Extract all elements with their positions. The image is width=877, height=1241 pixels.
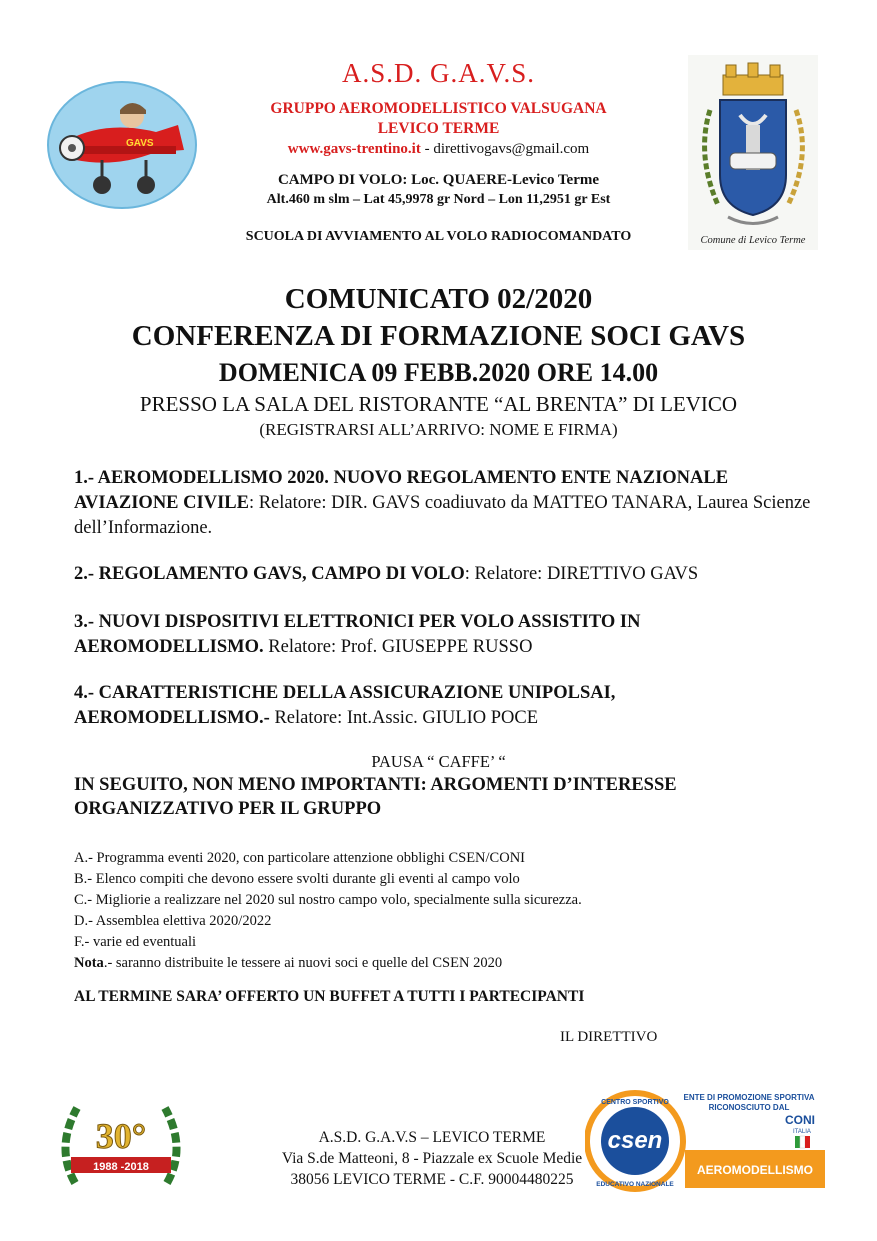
- campo-volo: CAMPO DI VOLO: Loc. QUAERE-Levico Terme: [277, 172, 600, 188]
- coat-of-arms-icon: [688, 55, 818, 250]
- agenda-item-1: [74, 466, 814, 541]
- venue-line: PRESSO LA SALA DEL RISTORANTE “AL BRENTA” DI LEVICO: [139, 392, 738, 416]
- buffet-note: AL TERMINE SARA’ OFFERTO UN BUFFET A TUTTI I PARTECIPANTI: [74, 988, 585, 1005]
- agenda-item-heading: 4.- CARATTERISTICHE DELLA ASSICURAZIONE UNIPOLSAI, AEROMODELLISMO.-: [74, 683, 616, 728]
- list-item: D.- Assemblea elettiva 2020/2022: [74, 913, 272, 929]
- email-link[interactable]: direttivogavs@gmail.com: [433, 141, 590, 157]
- agenda-item-text: Relatore: Int.Assic. GIULIO POCE: [269, 708, 539, 728]
- csen-coni-logo: [585, 1088, 827, 1194]
- csen-text: csen: [607, 1127, 663, 1154]
- agenda-item-4: [74, 681, 814, 731]
- italia-text: ITALIA: [793, 1129, 811, 1135]
- agenda-item-heading: 1.- AEROMODELLISMO 2020. NUOVO REGOLAMENTO ENTE NAZIONALE AVIAZIONE CIVILE: [74, 468, 729, 513]
- ente-line1: ENTE DI PROMOZIONE SPORTIVA: [683, 1093, 815, 1102]
- csen-ring-bottom: EDUCATIVO NAZIONALE: [596, 1181, 674, 1188]
- agenda-item-2: [74, 562, 814, 587]
- org-name-line2: LEVICO TERME: [377, 120, 500, 137]
- agenda-item-text: : Relatore: DIR. GAVS coadiuvato da MATTEO TANARA, Laurea Scienze dell’Informazione.: [74, 493, 811, 538]
- footer-line: Via S.de Matteoni, 8 - Piazzale ex Scuole Medie: [281, 1150, 583, 1167]
- coat-caption: Comune di Levico Terme: [700, 235, 806, 246]
- scuola-line: SCUOLA DI AVVIAMENTO AL VOLO RADIOCOMANDATO: [245, 229, 632, 244]
- list-item: F.- varie ed eventuali: [74, 934, 197, 950]
- agenda-item-heading: 3.- NUOVI DISPOSITIVI ELETTRONICI PER VOLO ASSISTITO IN AEROMODELLISMO.: [74, 612, 641, 657]
- ente-line2: RICONOSCIUTO DAL: [708, 1103, 790, 1112]
- footer-address: [222, 1127, 642, 1190]
- footer-line: 38056 LEVICO TERME - C.F. 90004480225: [290, 1171, 574, 1188]
- footer-line: A.S.D. G.A.V.S – LEVICO TERME: [318, 1129, 546, 1146]
- agenda-item-text: Relatore: Prof. GIUSEPPE RUSSO: [263, 637, 533, 657]
- following-topics-heading: IN SEGUITO, NON MENO IMPORTANTI: ARGOMENTI D’INTERESSE ORGANIZZATIVO PER IL GRUPPO: [74, 775, 677, 819]
- nota-line: [74, 953, 582, 974]
- website-link[interactable]: www.gavs-trentino.it: [287, 141, 421, 157]
- date-title: DOMENICA 09 FEBB.2020 ORE 14.00: [218, 358, 659, 387]
- list-item: A.- Programma eventi 2020, con particolare attenzione obblighi CSEN/CONI: [74, 850, 526, 866]
- conferenza-title: CONFERENZA DI FORMAZIONE SOCI GAVS: [131, 320, 746, 352]
- contact-separator: -: [420, 141, 434, 157]
- anniversary-years: 1988 -2018: [93, 1161, 149, 1173]
- agenda-item-heading: 2.- REGOLAMENTO GAVS, CAMPO DI VOLO: [74, 564, 465, 584]
- topic-list: [74, 848, 582, 974]
- list-item: C.- Migliorie a realizzare nel 2020 sul nostro campo volo, specialmente sulla sicurezza.: [74, 892, 582, 908]
- agenda-item-text: : Relatore: DIRETTIVO GAVS: [464, 564, 699, 584]
- comunicato-title: COMUNICATO 02/2020: [284, 283, 593, 315]
- nota-text: .- saranno distribuite le tessere ai nuovi soci e quelle del CSEN 2020: [103, 955, 503, 971]
- aeromodellismo-label: AEROMODELLISMO: [697, 1163, 813, 1177]
- coni-text: CONI: [785, 1113, 815, 1127]
- nota-label: Nota: [74, 955, 104, 971]
- list-item: B.- Elenco compiti che devono essere svolti durante gli eventi al campo volo: [74, 871, 520, 887]
- signature: IL DIRETTIVO: [560, 1029, 658, 1045]
- association-title: A.S.D. G.A.V.S.: [341, 58, 536, 88]
- registration-note: (REGISTRARSI ALL’ARRIVO: NOME E FIRMA): [259, 420, 618, 439]
- anniversary-30-icon: [55, 1093, 187, 1197]
- anniversary-number: 30°: [95, 1116, 147, 1156]
- plane-logo-text: GAVS: [126, 138, 154, 149]
- csen-ring-top: CENTRO SPORTIVO: [601, 1099, 669, 1106]
- campo-coordinates: Alt.460 m slm – Lat 45,9978 gr Nord – Lon 11,2951 gr Est: [266, 192, 611, 207]
- coffee-break: PAUSA “ CAFFE’ “: [371, 752, 506, 771]
- agenda-item-3: [74, 610, 814, 660]
- org-name-line1: GRUPPO AEROMODELLISTICO VALSUGANA: [270, 100, 607, 117]
